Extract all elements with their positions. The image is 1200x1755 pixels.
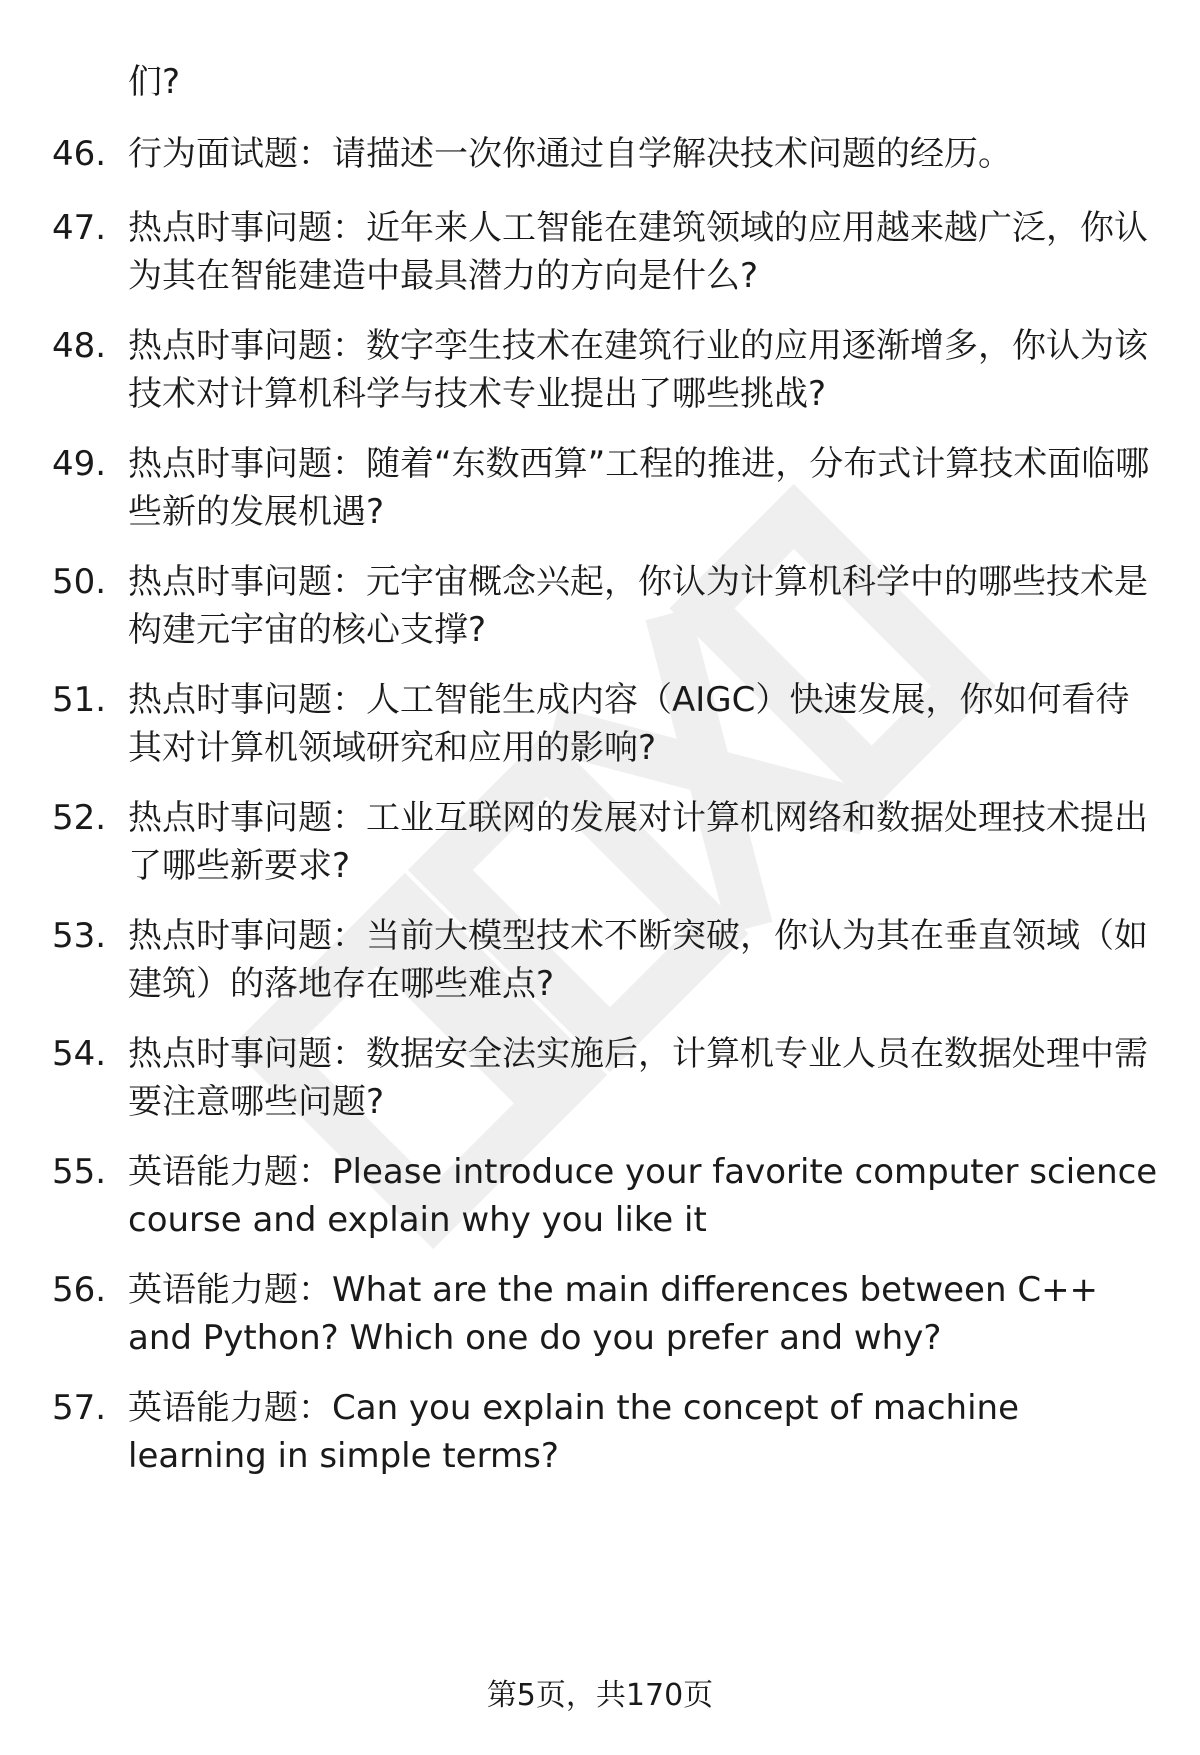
question-text: 热点时事问题：随着“东数西算”工程的推进，分布式计算技术面临哪些新的发展机遇? [128,444,1150,532]
question-number: 50. [52,562,107,602]
question-text: 英语能力题：What are the main differences between C++ and Python? Which one do you prefer and why? [128,1270,1099,1358]
question-text: 英语能力题：Can you explain the concept of machine learning in simple terms? [128,1388,1019,1476]
question-number: 56. [52,1270,107,1310]
question-text: 英语能力题：Please introduce your favorite computer science course and explain why you like it [128,1152,1158,1240]
question-number: 51. [52,680,107,720]
question-number: 53. [52,916,107,956]
question-text: 热点时事问题：当前大模型技术不断突破，你认为其在垂直领域（如建筑）的落地存在哪些难点? [128,916,1148,1004]
question-number: 55. [52,1152,107,1192]
question-number: 46. [52,134,107,174]
question-text: 热点时事问题：人工智能生成内容（AIGC）快速发展，你如何看待其对计算机领域研究和应用的影响? [128,680,1130,768]
page-footer: 第5页，共170页 [486,1678,714,1713]
question-number: 47. [52,208,107,248]
question-text: 热点时事问题：工业互联网的发展对计算机网络和数据处理技术提出了哪些新要求? [128,798,1148,886]
question-text: 热点时事问题：元宇宙概念兴起，你认为计算机科学中的哪些技术是构建元宇宙的核心支撑? [128,562,1148,650]
question-number: 54. [52,1034,107,1074]
question-number: 57. [52,1388,107,1428]
question-text: 行为面试题：请描述一次你通过自学解决技术问题的经历。 [128,134,1012,174]
question-text: 热点时事问题：近年来人工智能在建筑领域的应用越来越广泛，你认为其在智能建造中最具潜力的方向是什么? [128,208,1148,296]
question-text: 热点时事问题：数据安全法实施后，计算机专业人员在数据处理中需要注意哪些问题? [128,1034,1148,1122]
question-number: 49. [52,444,107,484]
question-number: 48. [52,326,107,366]
continuation-text: 们? [128,62,181,102]
question-text: 热点时事问题：数字孪生技术在建筑行业的应用逐渐增多，你认为该技术对计算机科学与技术专业提出了哪些挑战? [128,326,1148,414]
question-number: 52. [52,798,107,838]
